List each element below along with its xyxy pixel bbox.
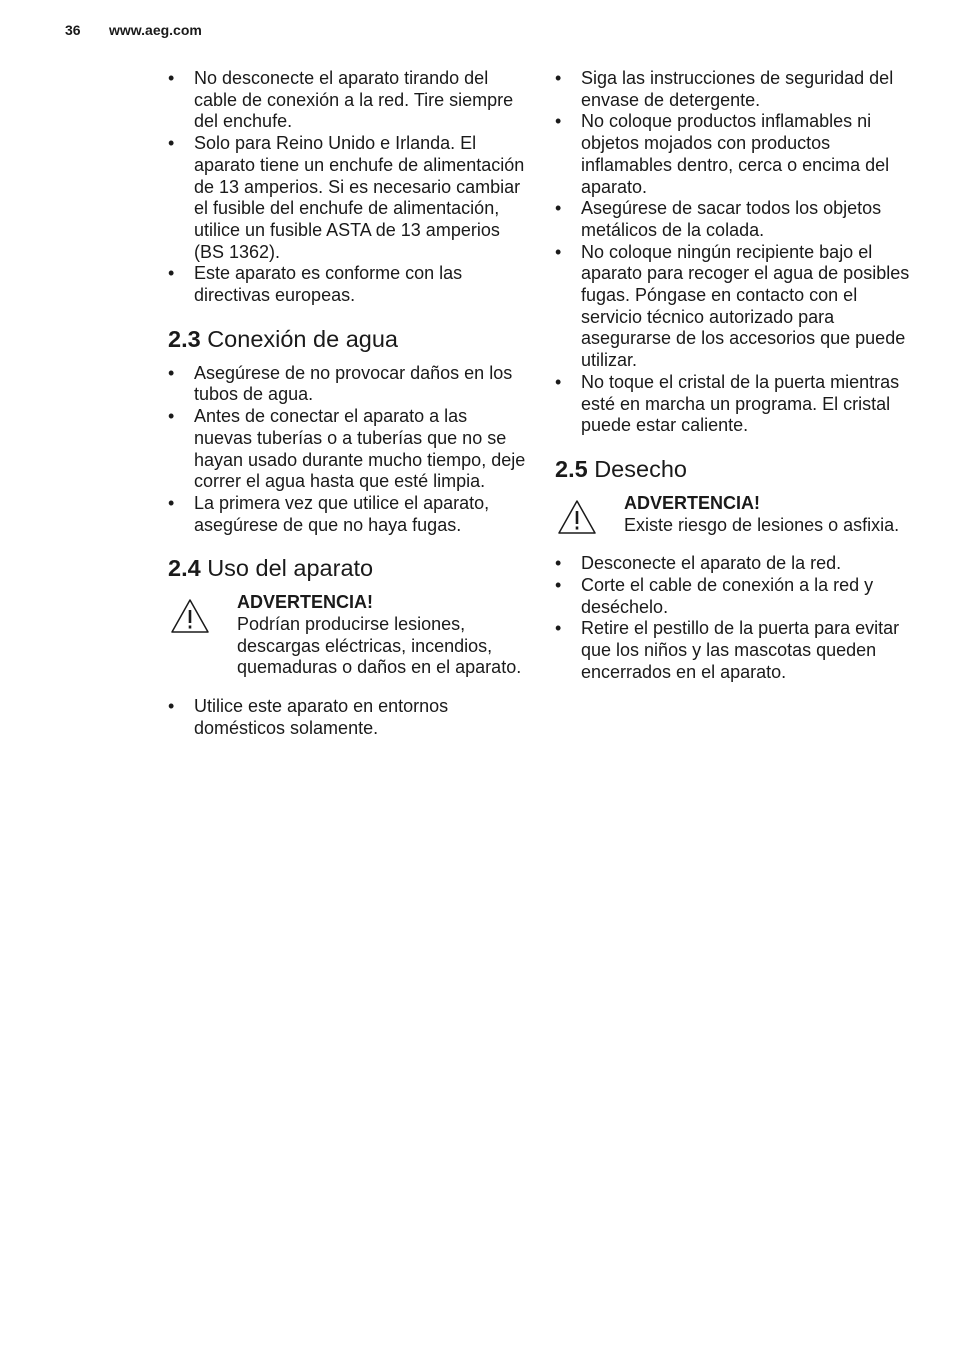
right-column (555, 68, 915, 684)
bullet-icon: • (555, 618, 562, 639)
list-item: • No coloque ningún recipiente bajo el aparato para recoger el agua de posibles fugas. Póngase en contacto con el servicio técnico autorizado para asegurarse de los accesorios que puede utilizar. (555, 241, 910, 371)
list-item: • Siga las instrucciones de seguridad del envase de detergente. (555, 68, 894, 110)
usage-list (168, 696, 528, 739)
warning-triangle-icon (170, 598, 210, 634)
list-item: • Asegúrese de sacar todos los objetos metálicos de la colada. (555, 198, 882, 240)
bullet-icon: • (555, 371, 562, 392)
bullet-icon: • (555, 111, 562, 132)
warning-title: ADVERTENCIA! (237, 592, 374, 613)
bullet-icon: • (168, 133, 175, 154)
bullet-icon: • (555, 241, 562, 262)
bullet-icon: • (168, 362, 175, 383)
page-number: 36 (65, 22, 81, 38)
list-item: • Utilice este aparato en entornos domésticos solamente. (168, 696, 449, 738)
section-heading-2-3: 2.3 Conexión de agua (168, 325, 398, 352)
section-heading-2-5: 2.5 Desecho (555, 455, 687, 482)
warning-title: ADVERTENCIA! (624, 492, 761, 513)
bullet-icon: • (555, 553, 562, 574)
bullet-icon: • (168, 696, 175, 717)
list-item: • Solo para Reino Unido e Irlanda. El aparato tiene un enchufe de alimentación de 13 amperios. Si es necesario cambiar el fusible del enchufe de alimentación, utilice un fusible ASTA de 13 amperios (BS 1362). (168, 133, 525, 262)
intro-list-left (168, 68, 528, 307)
bullet-icon: • (168, 263, 175, 284)
warning-box (555, 493, 915, 536)
site-url: www.aeg.com (109, 22, 202, 38)
disposal-list (555, 553, 915, 683)
warning-box (168, 592, 528, 679)
list-item: • Este aparato es conforme con las directivas europeas. (168, 263, 463, 306)
list-item: • No coloque productos inflamables ni objetos mojados con productos inflamables dentro, cerca o encima del aparato. (555, 111, 890, 197)
section-heading-2-4: 2.4 Uso del aparato (168, 555, 374, 582)
list-item: • Desconecte el aparato de la red. (555, 553, 842, 574)
list-item: • Retire el pestillo de la puerta para evitar que los niños y las mascotas queden encerrados en el aparato. (555, 618, 900, 682)
bullet-icon: • (555, 575, 562, 596)
warning-triangle-icon (557, 499, 597, 535)
list-item: • No toque el cristal de la puerta mientras esté en marcha un programa. El cristal puede estar caliente. (555, 371, 900, 436)
list-item: • Antes de conectar el aparato a las nuevas tuberías o a tuberías que no se hayan usado durante mucho tiempo, deje correr el agua hasta que esté limpia. (168, 406, 526, 492)
bullet-icon: • (555, 68, 562, 88)
warning-text: Podrían producirse lesiones, descargas eléctricas, incendios, quemaduras o daños en el aparato. (237, 614, 522, 678)
left-column (168, 68, 528, 740)
intro-list-right (555, 68, 915, 437)
list-item: • La primera vez que utilice el aparato, asegúrese de que no haya fugas. (168, 492, 490, 535)
bullet-icon: • (168, 406, 175, 427)
list-item: • No desconecte el aparato tirando del cable de conexión a la red. Tire siempre del enchufe. (168, 68, 514, 132)
list-item: • Asegúrese de no provocar daños en los tubos de agua. (168, 362, 513, 405)
warning-text: Existe riesgo de lesiones o asfixia. (624, 514, 900, 535)
bullet-icon: • (555, 198, 562, 219)
water-connection-list (168, 363, 528, 537)
bullet-icon: • (168, 492, 175, 513)
page-header (65, 22, 202, 38)
list-item: • Corte el cable de conexión a la red y deséchelo. (555, 575, 874, 617)
bullet-icon: • (168, 68, 175, 88)
